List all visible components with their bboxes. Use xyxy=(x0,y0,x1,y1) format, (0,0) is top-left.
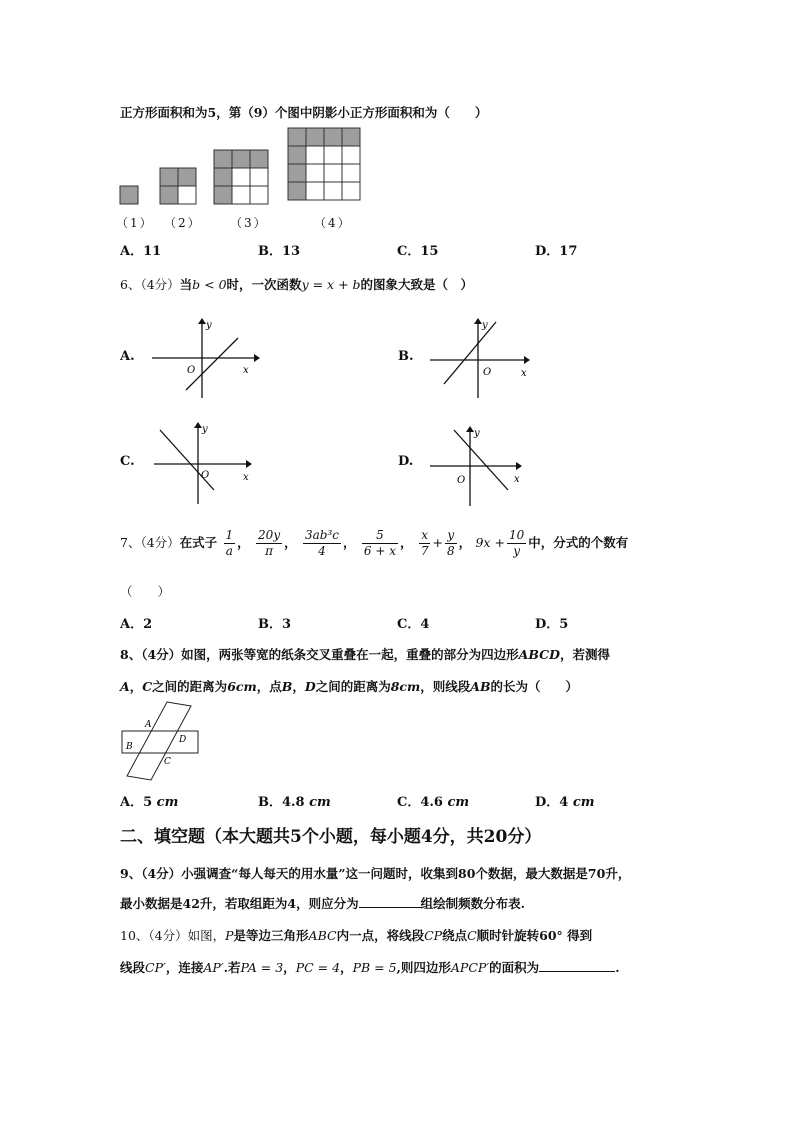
graph-a-origin: O xyxy=(187,365,196,376)
q6-option-a-label: A. xyxy=(120,349,135,364)
q8-stem-line-1: 8、（4分）如图，两张等宽的纸条交叉重叠在一起，重叠的部分为四边形ABCD，若测得 xyxy=(120,647,610,662)
graph-d-x-label: x xyxy=(514,474,520,485)
q6-graph-b xyxy=(428,318,538,400)
caption-3: （3） xyxy=(230,216,268,230)
q5-intro: 正方形面积和为5，第（9）个图中阴影小正方形面积和为（ ） xyxy=(120,105,488,120)
q6-text-2: 时，一次函数 xyxy=(226,277,302,292)
q6-option-c-label: C. xyxy=(120,454,135,469)
q8-option-c: C．4.6 cm xyxy=(397,795,470,810)
q6-option-b-label: B. xyxy=(398,349,414,364)
q10-line-1: 10、（4分）如图，P是等边三角形ABC内一点，将线段CP绕点C顺时针旋转60° 得到 xyxy=(120,928,593,943)
graph-a-x-label: x xyxy=(243,365,249,376)
caption-2: （2） xyxy=(164,216,202,230)
graph-d-y-label: y xyxy=(474,428,480,439)
graph-d-origin: O xyxy=(457,475,466,486)
q5-square-figures xyxy=(118,126,378,206)
q6-option-d-label: D. xyxy=(398,454,414,469)
q7-text-1: 在式子 xyxy=(179,535,218,550)
point-a-label: A xyxy=(145,720,152,730)
q6-text-1: 当 xyxy=(179,277,193,292)
section-2-heading: 二、填空题（本大题共5个小题，每小题4分，共20分） xyxy=(120,827,542,847)
q9-line-2: 最小数据是42升，若取组距为4，则应分为 组绘制频数分布表. xyxy=(120,896,525,911)
q9-line-1: 9、（4分）小强调查“每人每天的用水量”这一问题时，收集到80个数据，最大数据是70升， xyxy=(120,866,631,881)
q8-option-a: A．5 cm xyxy=(120,795,179,810)
expr-9x-plus: 9x + xyxy=(475,535,505,550)
point-b-label: B xyxy=(126,742,133,752)
q7-option-a: A．2 xyxy=(120,617,153,632)
q7-option-b: B．3 xyxy=(258,617,292,632)
q5-option-c: C．15 xyxy=(397,244,439,259)
graph-b-y-label: y xyxy=(482,320,488,331)
q8-crossed-strips-figure xyxy=(118,700,208,782)
q8-stem-line-2: A，C之间的距离为6cm，点B，D之间的距离为8cm，则线段AB的长为（ ） xyxy=(120,679,579,694)
caption-1: （1） xyxy=(116,216,154,230)
figure-4 xyxy=(288,128,360,200)
q7-text-2: 中，分式的个数有 xyxy=(528,535,629,550)
figure-1 xyxy=(120,186,138,204)
figure-3 xyxy=(214,150,268,204)
point-d-label: D xyxy=(179,735,187,745)
fraction-1-over-a: $\frac{1}{a}$ xyxy=(225,528,234,558)
q7-option-c: C．4 xyxy=(397,617,430,632)
fraction-20y-over-pi: $\frac{20y}{\pi}$ xyxy=(258,528,281,558)
q7-option-d: D．5 xyxy=(535,617,569,632)
q6-graph-c xyxy=(150,422,260,510)
graph-b-x-label: x xyxy=(521,368,527,379)
q6-graph-a xyxy=(150,318,260,400)
fraction-3ab3c-over-4: $\frac{\text{3ab³c}}{4}$ xyxy=(304,528,339,558)
graph-b-origin: O xyxy=(483,367,492,378)
graph-a-y-label: y xyxy=(206,320,212,331)
q7-answer-paren: （ ） xyxy=(120,584,171,599)
graph-c-y-label: y xyxy=(202,424,208,435)
q5-option-d: D．17 xyxy=(535,244,578,259)
q5-option-a: A．11 xyxy=(120,244,162,259)
fraction-x-over-7: $\frac{x}{7}$ xyxy=(420,528,429,558)
q9-answer-blank[interactable] xyxy=(359,895,421,908)
q6-text-3: 的图象大致是（ ） xyxy=(360,277,474,292)
q8-option-b: B．4.8 cm xyxy=(258,795,331,810)
fraction-y-over-8: $\frac{y}{8}$ xyxy=(446,528,455,558)
q7-stem: 7、（4分）在式子 $\frac{1}{a}$ ， $\frac{20y}{\pi}$ ， $\frac{\text{3ab³c}}{4}$ ， $\frac{5}{6 + x}$ ， $\frac{x}{7}$ + $\frac{y}{8}$ ， 9x + $\frac{10}{y}$ 中，分式的个数有 xyxy=(120,528,629,558)
q6-condition: b < 0 xyxy=(192,277,227,292)
q10-line-2: 线段CP′，连接AP′.若PA = 3，PC = 4，PB = 5,则四边形APCP′的面积为 . xyxy=(120,960,620,975)
graph-c-origin: O xyxy=(201,470,210,481)
q6-function: y = x + b xyxy=(301,277,361,292)
fraction-10-over-y: $\frac{10}{y}$ xyxy=(508,528,525,558)
fraction-5-over-6x: $\frac{5}{6 + x}$ xyxy=(363,528,396,558)
graph-c-x-label: x xyxy=(243,472,249,483)
q5-option-b: B．13 xyxy=(258,244,301,259)
figure-2 xyxy=(160,168,196,204)
q6-stem xyxy=(120,275,473,293)
caption-4: （4） xyxy=(314,216,352,230)
point-c-label: C xyxy=(164,757,171,767)
q8-option-d: D．4 cm xyxy=(535,795,595,810)
q10-answer-blank[interactable] xyxy=(539,959,615,972)
q6-graph-d xyxy=(428,426,538,508)
q6-number: 6、（4分） xyxy=(120,277,180,292)
q7-number: 7、（4分） xyxy=(120,535,180,550)
